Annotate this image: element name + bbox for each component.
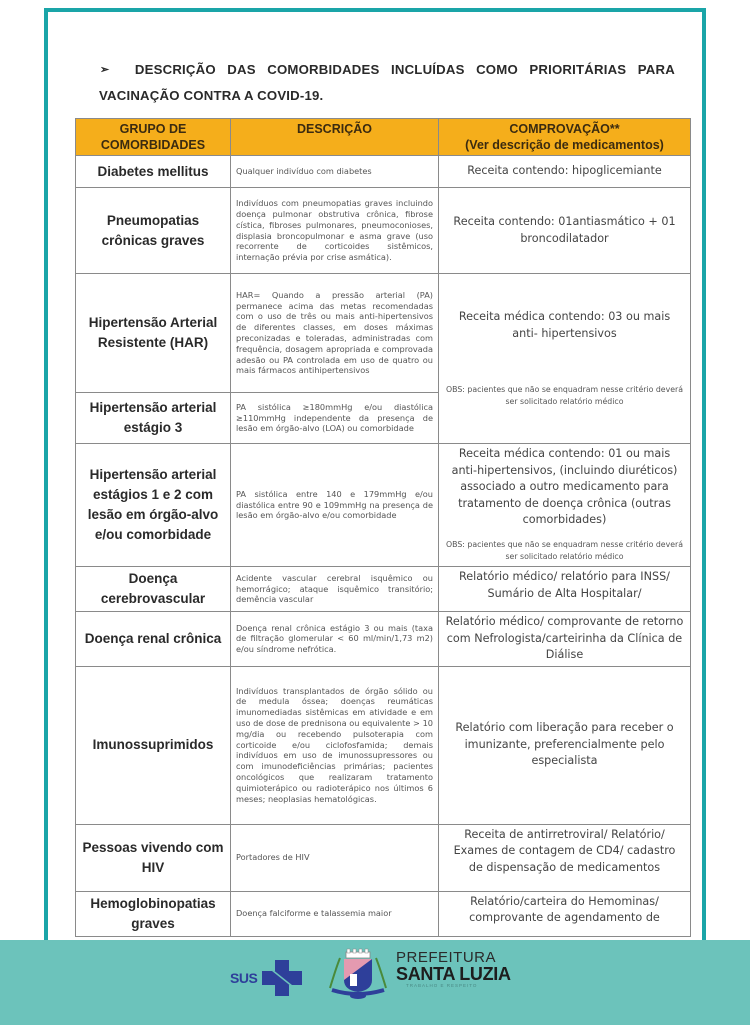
heading-word: INCLUÍDAS bbox=[391, 62, 465, 77]
description-cell: PA sistólica ≥180mmHg e/ou diastólica ≥110mmHg independente da presença de lesão em órgão-alvo (LOA) ou comorbidade bbox=[231, 393, 439, 444]
group-cell: Imunossuprimidos bbox=[76, 666, 231, 824]
heading-line-2: VACINAÇÃO CONTRA A COVID-19. bbox=[99, 88, 324, 103]
description-cell: Acidente vascular cerebral isquêmico ou hemorrágico; ataque isquêmico transitório; demência vascular bbox=[231, 567, 439, 612]
description-cell: Portadores de HIV bbox=[231, 824, 439, 891]
description-cell: HAR= Quando a pressão arterial (PA) permanece acima das metas recomendadas com o uso de três ou mais anti-hipertensivos de diferentes classes, em doses máximas preconizadas e toleradas, administradas com frequência, dosagem apropriada e comprovada adesão ou PA controlada em uso de quatro ou mais fármacos antihipertensivos bbox=[231, 274, 439, 393]
heading-word: DAS bbox=[227, 62, 256, 77]
group-cell: Hipertensão arterial estágio 3 bbox=[76, 393, 231, 444]
header-proof-subtitle: (Ver descrição de medicamentos) bbox=[465, 138, 664, 152]
header-group: GRUPO DE COMORBIDADES bbox=[76, 119, 231, 156]
header-proof-title: COMPROVAÇÃO** bbox=[509, 122, 620, 136]
proof-text: Receita médica contendo: 01 ou mais anti-hipertensivos, (incluindo diuréticos) associado a outro medicamento para tratamento de doença crônica (outras comorbidades) bbox=[451, 447, 678, 526]
city-name: SANTA LUZIA bbox=[396, 964, 511, 984]
heading-word: DESCRIÇÃO bbox=[134, 62, 216, 77]
description-cell: Doença falciforme e talassemia maior bbox=[231, 891, 439, 936]
heading-word: COMORBIDADES bbox=[267, 62, 380, 77]
description-cell: Indivíduos com pneumopatias graves incluindo doença pulmonar obstrutiva crônica, fibrose cística, fibroses pulmonares, pneumoconioses, displasia broncopulmonar e asma grave (uso recorrente de corticoides sistêmicos, internação prévia por crise asmática). bbox=[231, 188, 439, 274]
heading-word: COMO bbox=[476, 62, 518, 77]
proof-cell: Relatório com liberação para receber o imunizante, preferencialmente pelo especialista bbox=[439, 666, 691, 824]
group-cell: Diabetes mellitus bbox=[76, 156, 231, 188]
table-row bbox=[76, 188, 691, 274]
group-cell: Pneumopatias crônicas graves bbox=[76, 188, 231, 274]
sus-cross-icon bbox=[262, 960, 302, 996]
proof-obs-note: OBS: pacientes que não se enquadram nesse critério deverá ser solicitado relatório médico bbox=[445, 539, 683, 561]
description-cell: Doença renal crônica estágio 3 ou mais (taxa de filtração glomerular < 60 ml/min/1,73 m2) e/ou síndrome nefrótica. bbox=[231, 612, 439, 667]
proof-cell: Relatório/carteira do Hemominas/ comprovante de agendamento de bbox=[439, 891, 691, 936]
table-row bbox=[76, 666, 691, 824]
proof-cell: Relatório médico/ relatório para INSS/ Sumário de Alta Hospitalar/ bbox=[439, 567, 691, 612]
prefeitura-label: PREFEITURA bbox=[396, 949, 497, 966]
header-proof bbox=[439, 119, 691, 156]
proof-cell bbox=[439, 274, 691, 444]
proof-cell: Receita de antirretroviral/ Relatório/ Exames de contagem de CD4/ cadastro de dispensação de medicamentos bbox=[439, 824, 691, 891]
comorbidities-table bbox=[75, 118, 691, 937]
prefeitura-logo-text bbox=[396, 950, 511, 989]
table-row bbox=[76, 891, 691, 936]
proof-text: Receita médica contendo: 03 ou mais anti- hipertensivos bbox=[458, 310, 671, 340]
table-row bbox=[76, 274, 691, 393]
arrow-bullet-icon: ➢ bbox=[100, 64, 110, 76]
group-cell: Hipertensão Arterial Resistente (HAR) bbox=[76, 274, 231, 393]
table-row bbox=[76, 824, 691, 891]
group-cell: Hipertensão arterial estágios 1 e 2 com lesão em órgão-alvo e/ou comorbidade bbox=[76, 444, 231, 567]
heading-line-1 bbox=[100, 57, 675, 83]
sus-label: SUS bbox=[230, 970, 258, 986]
description-cell: Indivíduos transplantados de órgão sólido ou de medula óssea; doenças reumáticas imunomediadas sistêmicas em atividade e em uso de dose de prednisona ou equivalente > 10 mg/dia ou recebendo pulsoterapia com corticoide e/ou ciclofosfamida; demais indivíduos em uso de imunossupressores ou com imunodeficiências primárias; pacientes oncológicos que realizaram tratamento quimioterápico ou radioterápico nos últimos 6 meses; neoplasias hematológicas. bbox=[231, 666, 439, 824]
proof-cell bbox=[439, 444, 691, 567]
table-row bbox=[76, 612, 691, 667]
group-cell: Pessoas vivendo com HIV bbox=[76, 824, 231, 891]
group-cell: Hemoglobinopatias graves bbox=[76, 891, 231, 936]
table-header-row bbox=[76, 119, 691, 156]
group-cell: Doença renal crônica bbox=[76, 612, 231, 667]
description-cell: Qualquer indivíduo com diabetes bbox=[231, 156, 439, 188]
proof-obs-note: OBS: pacientes que não se enquadram nesse critério deverá ser solicitado relatório médico bbox=[445, 385, 683, 406]
group-cell: Doença cerebrovascular bbox=[76, 567, 231, 612]
table-row bbox=[76, 444, 691, 567]
table-row bbox=[76, 567, 691, 612]
proof-cell: Receita contendo: 01antiasmático + 01 broncodilatador bbox=[439, 188, 691, 274]
section-heading bbox=[100, 57, 675, 109]
sus-logo bbox=[230, 960, 310, 996]
heading-word: PARA bbox=[637, 62, 675, 77]
table-row bbox=[76, 156, 691, 188]
proof-cell: Receita contendo: hipoglicemiante bbox=[439, 156, 691, 188]
santa-luzia-crest-icon bbox=[326, 948, 390, 1002]
footer-band bbox=[0, 940, 750, 1025]
description-cell: PA sistólica entre 140 e 179mmHg e/ou diastólica entre 90 e 109mmHg na presença de lesão em órgão-alvo e/ou comorbidade bbox=[231, 444, 439, 567]
proof-cell: Relatório médico/ comprovante de retorno com Nefrologista/carteirinha da Clínica de Diálise bbox=[439, 612, 691, 667]
prefeitura-tagline: TRABALHO E RESPEITO bbox=[406, 983, 478, 988]
heading-word: PRIORITÁRIAS bbox=[529, 62, 627, 77]
header-description: DESCRIÇÃO bbox=[231, 119, 439, 156]
